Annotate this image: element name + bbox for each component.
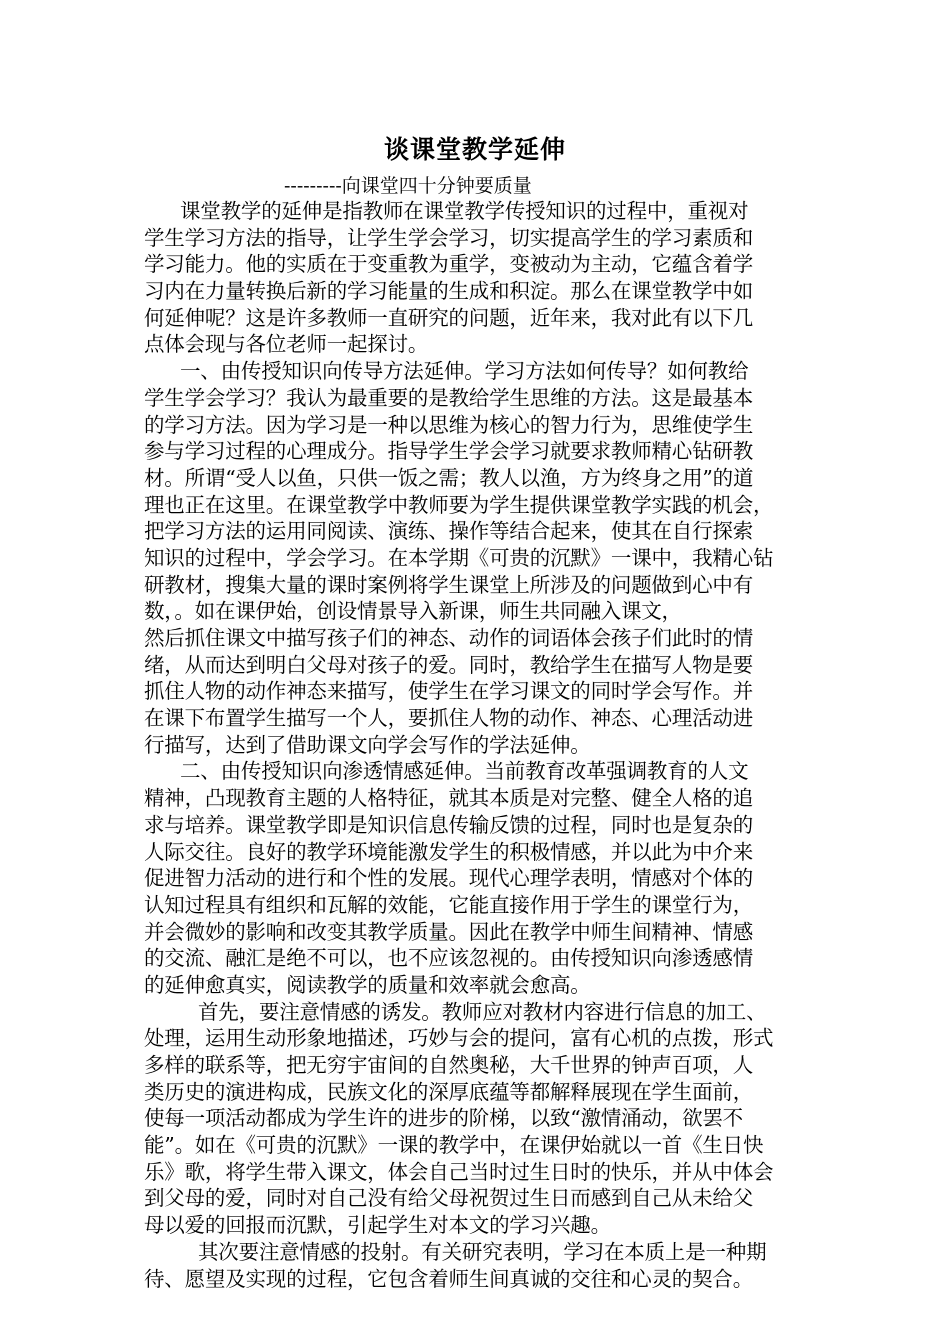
body-line: 能”。如在《可贵的沉默》一课的教学中，在课伊始就以一首《生日快: [144, 1133, 764, 1158]
body-line: 课堂教学的延伸是指教师在课堂教学传授知识的过程中，重视对: [180, 199, 749, 223]
body-line: 人际交往。良好的教学环境能激发学生的积极情感，并以此为中介来: [144, 839, 753, 864]
body-line: 行描写，达到了借助课文向学会写作的学法延伸。: [144, 732, 591, 757]
body-line: 抓住人物的动作神态来描写，使学生在学习课文的同时学会写作。并: [144, 679, 753, 704]
body-line: 的延伸愈真实，阅读教学的质量和效率就会愈高。: [144, 972, 591, 997]
body-line: 首先，要注意情感的诱发。教师应对教材内容进行信息的加工、: [198, 999, 767, 1024]
body-line: 一、由传授知识向传导方法延伸。学习方法如何传导？如何教给: [180, 359, 749, 384]
body-line: 研教材，搜集大量的课时案例将学生课堂上所涉及的问题做到心中有: [144, 572, 753, 597]
body-line: 参与学习过程的心理成分。指导学生学会学习就要求教师精心钻研教: [144, 439, 753, 464]
document-title: 谈课堂教学延伸: [383, 135, 566, 164]
body-line: 二、由传授知识向渗透情感延伸。当前教育改革强调教育的人文: [180, 759, 749, 784]
document-subtitle: ---------向课堂四十分钟要质量: [284, 175, 532, 197]
body-line: 把学习方法的运用同阅读、演练、操作等结合起来，使其在自行探索: [144, 519, 753, 544]
body-line: 理也正在这里。在课堂教学中教师要为学生提供课堂教学实践的机会，: [144, 492, 774, 517]
body-line: 然后抓住课文中描写孩子们的神态、动作的词语体会孩子们此时的情: [144, 626, 753, 650]
body-line: 认知过程具有组织和瓦解的效能，它能直接作用于学生的课堂行为，: [144, 892, 753, 917]
body-line: 求与培养。课堂教学即是知识信息传输反馈的过程，同时也是复杂的: [144, 812, 753, 837]
body-line: 知识的过程中，学会学习。在本学期《可贵的沉默》一课中，我精心钻: [144, 545, 774, 570]
body-line: 绪，从而达到明白父母对孩子的爱。同时，教给学生在描写人物是要: [144, 652, 753, 677]
body-line: 精神，凸现教育主题的人格特征，就其本质是对完整、健全人格的追: [144, 786, 753, 811]
body-line: 其次要注意情感的投射。有关研究表明，学习在本质上是一种期: [198, 1239, 767, 1264]
body-line: 材。所谓“受人以鱼，只供一饭之需；教人以渔，方为终身之用”的道: [144, 465, 754, 490]
body-line: 学习能力。他的实质在于变重教为重学，变被动为主动，它蕴含着学: [144, 252, 753, 277]
body-line: 待、愿望及实现的过程，它包含着师生间真诚的交往和心灵的契合。: [144, 1266, 753, 1291]
body-line: 乐》歌，将学生带入课文，体会自己当时过生日时的快乐，并从中体会: [144, 1159, 774, 1184]
body-line: 母以爱的回报而沉默，引起学生对本文的学习兴趣。: [144, 1213, 611, 1238]
body-line: 处理，运用生动形象地描述，巧妙与会的提问，富有心机的点拨，形式: [144, 1026, 774, 1051]
body-line: 在课下布置学生描写一个人，要抓住人物的动作、神态、心理活动进: [144, 706, 753, 731]
body-line: 何延伸呢？这是许多教师一直研究的问题，近年来，我对此有以下几: [144, 305, 753, 330]
body-line: 到父母的爱，同时对自己没有给父母祝贺过生日而感到自己从未给父: [144, 1186, 753, 1211]
body-line: 多样的联系等，把无穷宇宙间的自然奥秘，大千世界的钟声百项，人: [144, 1053, 753, 1077]
body-line: 学生学习方法的指导，让学生学会学习，切实提高学生的学习素质和: [144, 225, 753, 250]
body-line: 的学习方法。因为学习是一种以思维为核心的智力行为，思维使学生: [144, 412, 753, 437]
body-line: 点体会现与各位老师一起探讨。: [144, 332, 429, 357]
body-line: 使每一项活动都成为学生许的进步的阶梯，以致“激情涌动，欲罢不: [144, 1106, 743, 1131]
body-line: 促进智力活动的进行和个性的发展。现代心理学表明，情感对个体的: [144, 866, 753, 891]
body-line: 类历史的演进构成，民族文化的深厚底蕴等都解释展现在学生面前，: [144, 1079, 753, 1104]
body-line: 数，。如在课伊始，创设情景导入新课，师生共同融入课文，: [144, 599, 682, 624]
body-line: 的交流、融汇是绝不可以，也不应该忽视的。由传授知识向渗透感情: [144, 946, 753, 971]
body-line: 学生学会学习？我认为最重要的是教给学生思维的方法。这是最基本: [144, 385, 753, 410]
body-line: 习内在力量转换后新的学习能量的生成和积淀。那么在课堂教学中如: [144, 279, 753, 304]
body-line: 并会微妙的影响和改变其教学质量。因此在教学中师生间精神、情感: [144, 919, 753, 944]
document-body: [144, 198, 814, 1292]
